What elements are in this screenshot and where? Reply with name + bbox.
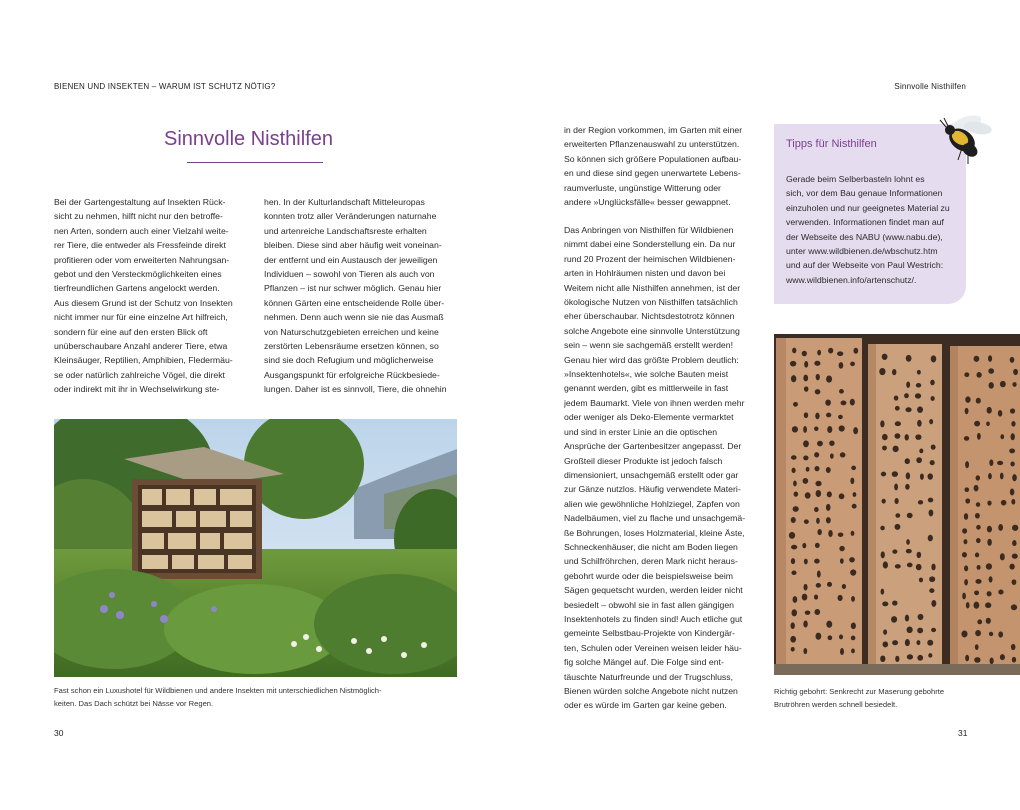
drilled-hole <box>882 434 888 440</box>
drilled-hole <box>928 535 933 542</box>
drilled-hole <box>998 524 1003 531</box>
drilled-hole <box>827 582 832 587</box>
drilled-hole <box>827 426 832 433</box>
drilled-hole <box>814 361 820 366</box>
drilled-hole <box>904 393 909 398</box>
drilled-hole <box>894 483 898 490</box>
drilled-hole <box>988 355 992 362</box>
drilled-hole <box>895 498 899 504</box>
drilled-hole <box>1009 448 1015 453</box>
drilled-hole <box>997 461 1003 465</box>
drilled-hole <box>916 564 922 570</box>
drilled-hole <box>789 532 795 539</box>
drilled-hole <box>792 426 798 432</box>
drilled-hole <box>839 635 843 640</box>
drilled-hole <box>816 490 822 497</box>
drilled-hole <box>895 564 901 568</box>
drilled-hole <box>895 524 901 530</box>
drilled-hole <box>1011 433 1015 440</box>
drilled-hole <box>790 361 796 367</box>
drilled-hole <box>815 481 821 486</box>
drilled-hole <box>853 492 857 497</box>
drilled-hole <box>931 396 935 401</box>
drilled-hole <box>930 380 934 386</box>
title-underline <box>187 162 323 163</box>
drilled-hole <box>881 472 886 477</box>
tips-body: Gerade beim Selberbasteln lohnt es sich, vor dem Bau genaue Informationen einzuholen und nur geeignetes Material zu verwenden. Informationen findet man auf der Webseite des NABU (www.nabu.de), unter www.wildbienen.de/wbschutz.htm und auf der Webseite von Paul Westrich: www.wildbienen.info/artenschutz/. <box>786 174 950 285</box>
drilled-hole <box>1001 500 1007 506</box>
drilled-hole <box>802 594 808 601</box>
drilled-hole <box>829 440 834 445</box>
drilled-hole <box>840 648 844 655</box>
drilled-hole <box>916 383 921 387</box>
drilled-hole <box>929 588 934 593</box>
drilled-hole <box>905 407 911 412</box>
drilled-hole <box>962 593 966 600</box>
drilled-hole <box>828 530 832 537</box>
drilled-hole <box>817 571 821 578</box>
drilled-hole <box>814 507 819 512</box>
drilled-hole <box>1010 488 1015 495</box>
drilled-hole <box>965 396 970 402</box>
drilled-hole <box>816 583 821 588</box>
drilled-hole <box>931 600 936 607</box>
drilled-hole <box>976 475 980 480</box>
drilled-hole <box>917 552 922 558</box>
drilled-hole <box>977 433 981 440</box>
drilled-hole <box>826 376 832 383</box>
drilled-hole <box>839 493 845 499</box>
drilled-hole <box>965 461 969 468</box>
drilled-hole <box>965 655 969 662</box>
drilled-hole <box>853 427 858 434</box>
drilled-hole <box>917 655 923 661</box>
drilled-hole <box>814 609 820 615</box>
drilled-hole <box>814 427 818 431</box>
drilled-hole <box>883 641 889 647</box>
drilled-hole <box>931 628 936 632</box>
drilled-hole <box>905 434 909 440</box>
drilled-hole <box>803 584 807 591</box>
drilled-hole <box>793 480 797 486</box>
drilled-hole <box>881 551 885 558</box>
drilled-hole <box>915 393 921 398</box>
drilled-hole <box>964 436 969 441</box>
drilled-hole <box>1012 540 1016 546</box>
drilled-hole <box>964 579 968 585</box>
drilled-hole <box>962 528 967 533</box>
drilled-hole <box>906 539 910 545</box>
drilled-hole <box>988 368 994 374</box>
drilled-hole <box>975 513 980 519</box>
drilled-hole <box>917 370 921 375</box>
drilled-hole <box>826 504 831 511</box>
drilled-hole <box>977 565 981 570</box>
drilled-hole <box>976 398 981 404</box>
drilled-hole <box>975 579 981 584</box>
drilled-hole <box>1000 434 1004 439</box>
drilled-hole <box>986 563 992 569</box>
drilled-hole <box>906 381 910 387</box>
drilled-hole <box>976 372 981 378</box>
drilled-hole <box>791 647 795 652</box>
drilled-hole <box>839 362 844 369</box>
right-column-main-text: Das Anbringen von Nisthilfen für Wildbienen nimmt dabei eine Sonderstellung ein. Da nur rund 20 Prozent der heimischen Wildbienen- arten in Hohlräumen nisten und davon bei Weitem nicht alle Nisthilfen annehmen, ist der ökologische Nutzen von Nisthilfen tatsächlich eher überschaubar. Nichtsdestotrotz können solche Angebote eine sinnvolle Unterstützung sein – wenn sie sachgemäß erstellt werden! Genau hier wird das größte Problem deutlich: »Insektenhotels«, wie solche Bauten meist genannt werden, gibt es mittlerweile in fast jedem Baumarkt. Viele von ihnen werden mehr oder weniger als Deko-Elemente vermarktet und sind in erster Linie an die optischen Ansprüche der Gartenbesitzer angepasst. Der Großteil dieser Produkte ist jedoch falsch dimensioniert, unsachgemäß erstellt oder gar zur Gänze nutzlos. Häufig verwendete Materi- alien wie gewöhnliche Hohlziegel, Zapfen von Nadelbäumen, viel zu flache und unsachgemä- ße Bohrungen, loses Holzmaterial, kleine Äste, Schneckenhäuser, die nicht am Boden liegen und Schilfröhrchen, deren Mark nicht heraus- gebohrt wurde oder die beispielsweise beim Sägen gequetscht wurden, werden leider nicht besiedelt – obwohl sie in fast allen gängigen Insektenhotels zu finden sind! Auch etliche gut gemeinte Selbstbau-Projekte von Kindergär- ten, Schulen oder Vereinen weisen leider häu- fig solche Mängel auf. Die Folge sind ent- täuschte Naturfreunde und der Trugschluss, Bienen würden solche Angebote nicht nutzen oder es würde im Garten gar keine geben. <box>564 225 746 711</box>
garden-photo-graphic <box>54 419 457 677</box>
drilled-hole <box>998 590 1003 595</box>
drilled-hole <box>966 602 970 608</box>
drilled-hole <box>931 444 936 449</box>
drilled-hole <box>828 348 833 354</box>
drilled-hole <box>791 545 797 550</box>
drilled-hole <box>1010 462 1014 467</box>
right-column-top-text: in der Region vorkommen, im Garten mit einer erweiterten Pflanzenauswahl zu unterstützen. So können sich größere Populationen aufbau- en und diese sind gegen unerwartete Lebens- raumverluste, ungünstige Witterung oder andere »Unglücksfälle« besser gewappnet. <box>564 125 743 208</box>
drilled-hole <box>803 478 809 484</box>
drilled-hole <box>989 632 993 636</box>
drilled-hole <box>976 525 981 530</box>
drilled-hole <box>882 354 888 360</box>
drilled-hole <box>895 406 900 411</box>
drilled-hole <box>815 389 821 394</box>
drilled-hole <box>989 576 993 582</box>
drilled-hole <box>905 615 909 622</box>
drilled-hole <box>961 630 967 637</box>
drilled-hole <box>814 452 819 457</box>
drilled-hole <box>830 453 834 458</box>
drilled-hole <box>974 657 980 663</box>
drilled-hole <box>895 421 901 426</box>
drilled-hole <box>929 419 933 424</box>
drilled-hole <box>1000 553 1005 560</box>
drilled-hole <box>893 446 899 452</box>
drilled-hole <box>804 361 808 368</box>
drilled-hole <box>1010 408 1015 413</box>
drilled-hole <box>906 355 912 362</box>
drilled-hole <box>851 622 856 629</box>
drilled-hole <box>1011 499 1015 505</box>
drilled-hole <box>928 653 932 658</box>
drilled-hole <box>850 362 855 367</box>
drilled-hole <box>986 422 990 426</box>
drilled-hole <box>965 408 969 414</box>
drilled-hole <box>907 627 913 634</box>
drilled-hole <box>974 602 980 609</box>
caption-garden-photo: Fast schon ein Luxushotel für Wildbienen und andere Insekten mit unterschiedlichen Nistmöglich- keiten. Das Dach schützt bei Nässe vor Regen. <box>54 686 382 708</box>
drilled-hole <box>927 473 933 479</box>
drilled-hole <box>793 596 798 603</box>
drilled-hole <box>1013 369 1018 375</box>
drilled-hole <box>965 498 970 503</box>
drilled-hole <box>841 400 847 405</box>
drilled-hole <box>916 457 922 463</box>
drilled-hole <box>791 517 796 523</box>
drilled-hole <box>928 498 934 503</box>
tips-title: Tipps für Nisthilfen <box>786 138 877 150</box>
drilled-hole <box>814 466 819 471</box>
drilled-hole <box>842 584 846 589</box>
drilled-hole <box>989 382 994 388</box>
drilled-hole <box>803 440 809 447</box>
drilled-hole <box>838 533 844 537</box>
drilled-hole <box>919 449 923 454</box>
drilled-hole <box>814 594 818 599</box>
drilled-hole <box>907 563 913 568</box>
drilled-hole <box>918 500 923 504</box>
drilled-hole <box>838 595 843 601</box>
drilled-hole <box>974 485 979 492</box>
drilled-hole <box>817 350 821 356</box>
drilled-hole <box>804 519 809 524</box>
drilled-hole <box>927 640 933 646</box>
drilled-hole <box>963 539 967 544</box>
drilled-hole <box>975 630 981 636</box>
drilled-hole <box>792 348 796 354</box>
drilled-hole <box>826 517 831 523</box>
drilled-hole <box>929 576 935 582</box>
drilled-hole <box>962 552 967 557</box>
drilled-hole <box>964 487 969 492</box>
drilled-hole <box>825 399 831 405</box>
drilled-hole <box>919 578 923 583</box>
drilled-hole <box>839 425 845 431</box>
drilled-hole <box>853 348 858 354</box>
drilled-hole <box>803 456 808 461</box>
drilled-hole <box>974 421 980 427</box>
drilled-hole <box>920 473 924 479</box>
drilled-hole <box>879 368 885 375</box>
drilled-hole <box>816 518 820 524</box>
drilled-hole <box>814 559 820 564</box>
body-column-2: hen. In der Kulturlandschaft Mitteleuropas konnten trotz aller Veränderungen naturnahe und artenreiche Landschaftsreste erhalten bleiben. Diese sind aber häufig weit voneinan- der entfernt und ein Austausch der jeweiligen Individuen – sowohl von Tieren als auch von Pflanzen – ist nur schwer möglich. Genau hier können Gärten eine entscheidende Rolle über- nehmen. Denn auch wenn sie nie das Ausmaß von Naturschutzgebieten erreichen und keine zerstörten Lebensräume ersetzen können, so sind sie doch Refugium und möglicherweise Ausgangspunkt für erfolgreiche Rückbesiede- lungen. Daher ist es sinnvoll, Tiere, die ohnehin <box>264 197 447 395</box>
drilled-hole <box>790 622 794 629</box>
drilled-hole <box>805 492 811 498</box>
drilled-hole <box>791 558 795 564</box>
caption-wood-photo: Richtig gebohrt: Senkrecht zur Maserung gebohrte Brutröhren werden schnell besiedelt. <box>774 687 945 709</box>
drilled-hole <box>791 375 796 382</box>
drilled-hole <box>930 460 935 465</box>
drilled-hole <box>794 491 799 496</box>
drilled-hole <box>931 564 935 571</box>
drilled-hole <box>977 619 982 624</box>
drilled-hole <box>1010 357 1015 363</box>
drilled-hole <box>826 621 832 628</box>
drilled-hole <box>892 600 898 605</box>
drilled-hole <box>883 629 887 634</box>
drilled-hole <box>905 484 910 490</box>
drilled-hole <box>815 413 819 420</box>
drilled-hole <box>964 565 968 571</box>
drilled-hole <box>791 571 796 575</box>
drilled-hole <box>792 468 796 473</box>
drilled-hole <box>851 466 856 470</box>
drilled-hole <box>880 655 885 662</box>
drilled-hole <box>929 509 934 516</box>
drilled-hole <box>1000 654 1005 660</box>
drilled-hole <box>790 636 796 643</box>
page-title: Sinnvolle Nisthilfen <box>164 128 333 150</box>
drilled-hole <box>988 473 992 479</box>
drilled-hole <box>840 558 844 564</box>
drilled-hole <box>882 602 888 607</box>
drilled-hole <box>791 455 797 460</box>
drilled-hole <box>998 410 1002 417</box>
drilled-wood-blocks-photo <box>774 334 1020 675</box>
drilled-hole <box>1011 421 1015 427</box>
drilled-hole <box>838 415 843 419</box>
drilled-hole <box>917 406 923 413</box>
drilled-hole <box>851 596 855 602</box>
drilled-hole <box>815 543 820 548</box>
drilled-hole <box>964 372 969 377</box>
drilled-hole <box>1012 554 1018 559</box>
drilled-hole <box>1012 657 1016 663</box>
drilled-hole <box>837 351 843 356</box>
drilled-hole <box>1000 473 1004 480</box>
drilled-hole <box>931 355 937 362</box>
drilled-hole <box>839 389 844 394</box>
drilled-hole <box>895 656 899 662</box>
insect-hotel-garden-photo <box>54 419 457 677</box>
drilled-hole <box>907 513 913 518</box>
drilled-hole <box>987 500 991 505</box>
drilled-hole <box>802 543 806 548</box>
drilled-hole <box>793 506 799 512</box>
drilled-hole <box>839 546 844 551</box>
drilled-hole <box>1009 564 1014 570</box>
drilled-hole <box>849 557 855 562</box>
drilled-hole <box>894 395 899 400</box>
drilled-hole <box>906 549 912 554</box>
body-column-1: Bei der Gartengestaltung auf Insekten Rück- sicht zu nehmen, hilft nicht nur den betroffe- nen Arten, sondern auch einer Vielzahl weite- rer Tiere, die entweder als Fressfeinde direkt profitieren oder vom erweiterten Nahrungsan- gebot und den Versteckmöglichkeiten eines tierfreundlichen Gartens angelockt werden. Aus diesem Grund ist der Schutz von Insekten nicht immer nur für eine einzelne Art hilfreich, sondern für eine auf den ersten Blick oft unüberschaubare Anzahl anderer Tiere, etwa Kleinsäuger, Reptilien, Amphibien, Fledermäu- se oder natürlich zahlreiche Vögel, die direkt oder indirekt mit ihr in Wechselwirkung ste- <box>54 197 233 395</box>
drilled-hole <box>850 569 856 575</box>
drilled-hole <box>916 640 920 645</box>
drilled-hole <box>828 635 833 640</box>
drilled-hole <box>892 369 896 375</box>
drilled-hole <box>989 459 993 466</box>
drilled-hole <box>851 649 855 654</box>
drilled-hole <box>964 513 968 520</box>
drilled-hole <box>1000 381 1006 387</box>
drilled-hole <box>987 591 992 596</box>
drilled-hole <box>976 538 981 543</box>
drilled-hole <box>976 502 980 507</box>
running-head-right: Sinnvolle Nisthilfen <box>894 82 966 91</box>
drilled-hole <box>806 467 810 472</box>
drilled-hole <box>987 539 992 546</box>
drilled-hole <box>793 402 798 407</box>
drilled-hole <box>804 559 808 565</box>
drilled-hole <box>803 621 807 628</box>
drilled-hole <box>1011 644 1016 650</box>
drilled-hole <box>882 446 887 451</box>
drilled-hole <box>986 618 991 624</box>
drilled-hole <box>1012 525 1018 531</box>
page-number-left: 30 <box>54 728 64 738</box>
drilled-hole <box>892 640 898 645</box>
drilled-hole <box>915 434 921 440</box>
drilled-hole <box>817 529 821 535</box>
drilled-hole <box>975 644 979 650</box>
drilled-hole <box>974 356 980 362</box>
running-head-left: BIENEN UND INSEKTEN – WARUM IST SCHUTZ NÖTIG? <box>54 82 276 91</box>
drilled-hole <box>974 590 979 595</box>
drilled-hole <box>906 472 910 479</box>
drilled-hole <box>918 614 924 620</box>
drilled-hole <box>892 471 898 477</box>
drilled-hole <box>851 531 855 536</box>
drilled-hole <box>975 553 979 558</box>
wood-photo-graphic <box>774 334 1020 675</box>
drilled-hole <box>881 589 885 595</box>
drilled-hole <box>803 426 807 433</box>
drilled-hole <box>826 467 831 473</box>
drilled-hole <box>804 412 808 418</box>
bumblebee-icon <box>932 110 994 166</box>
drilled-hole <box>1012 579 1017 585</box>
drilled-hole <box>791 609 797 616</box>
drilled-hole <box>1012 382 1016 387</box>
drilled-hole <box>1011 604 1017 610</box>
drilled-hole <box>805 610 811 614</box>
drilled-hole <box>891 616 897 623</box>
drilled-hole <box>852 504 857 509</box>
drilled-hole <box>990 657 994 664</box>
drilled-hole <box>827 491 832 497</box>
drilled-hole <box>987 526 992 533</box>
drilled-hole <box>917 628 923 634</box>
drilled-hole <box>850 399 855 406</box>
drilled-hole <box>895 433 901 439</box>
drilled-hole <box>987 407 992 414</box>
drilled-hole <box>826 413 831 418</box>
drilled-hole <box>817 441 823 447</box>
drilled-hole <box>880 526 885 530</box>
drilled-hole <box>840 452 846 457</box>
drilled-hole <box>815 633 821 640</box>
page-number-right: 31 <box>958 728 968 738</box>
drilled-hole <box>998 631 1003 637</box>
drilled-hole <box>985 602 991 608</box>
drilled-hole <box>905 639 910 646</box>
drilled-hole <box>907 654 913 659</box>
drilled-hole <box>917 420 922 427</box>
drilled-hole <box>892 549 897 553</box>
drilled-hole <box>816 374 820 380</box>
drilled-hole <box>803 375 808 382</box>
drilled-hole <box>905 458 910 464</box>
drilled-hole <box>804 386 809 391</box>
drilled-hole <box>850 478 854 484</box>
drilled-hole <box>803 648 807 654</box>
drilled-hole <box>802 351 807 357</box>
drilled-hole <box>883 561 888 568</box>
drilled-hole <box>851 636 856 641</box>
drilled-hole <box>880 420 884 427</box>
drilled-hole <box>882 499 886 504</box>
drilled-hole <box>1012 474 1017 481</box>
drilled-hole <box>895 513 900 518</box>
